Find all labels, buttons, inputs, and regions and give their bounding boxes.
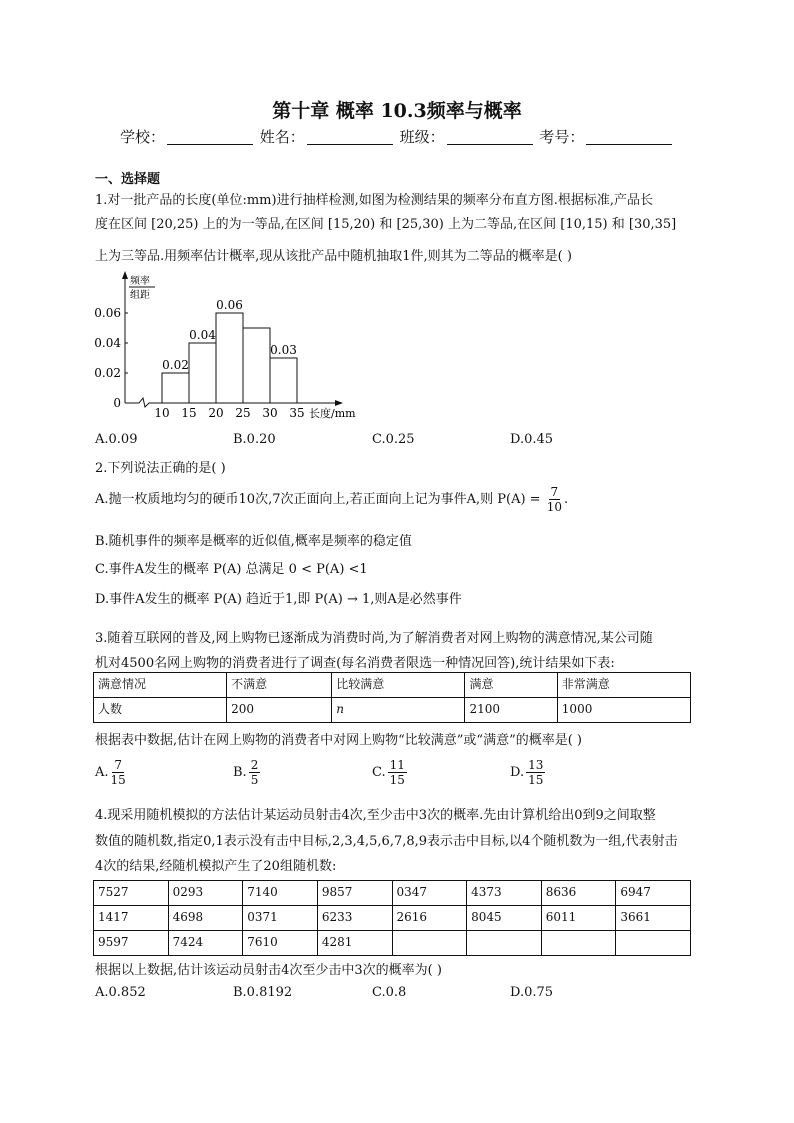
x-tick-label: 10 (154, 406, 170, 420)
random-number-table-cell (616, 931, 691, 956)
q4-option-a: A.0.852 (95, 985, 146, 1000)
histogram-bar (270, 358, 297, 403)
numerator: 7 (550, 485, 559, 499)
q2-option-d: D.事件A发生的概率 P(A) 趋近于1,即 P(A) → 1,则A是必然事件 (95, 592, 462, 607)
y-tick-label: 0 (113, 396, 121, 410)
y-label-bottom: 组距 (130, 290, 150, 301)
satisfaction-table-cell: 人数 (94, 698, 227, 723)
bar-data-label: 0.04 (189, 328, 216, 342)
satisfaction-table (93, 672, 691, 723)
q4-line-1: 4.现采用随机模拟的方法估计某运动员射击4次,至少击中3次的概率.先由计算机给出0到9之间取整 (95, 808, 656, 823)
x-axis-label: 长度/mm (309, 407, 356, 420)
section-heading: 一、选择题 (95, 172, 161, 187)
random-number-table-cell (541, 931, 616, 956)
satisfaction-table-cell: 200 (227, 698, 332, 723)
option-label: D. (510, 765, 525, 780)
x-tick-label: 30 (262, 406, 278, 420)
q3-option-b (233, 758, 262, 787)
class-blank[interactable] (447, 130, 533, 145)
school-blank[interactable] (167, 130, 253, 145)
random-number-table-cell (392, 931, 467, 956)
bar-data-label: 0.03 (270, 343, 297, 357)
random-number-table-cell: 7140 (243, 881, 318, 906)
exam-number-label: 考号： (539, 128, 585, 146)
student-info-form (120, 126, 674, 147)
q4-option-b: B.0.8192 (233, 985, 293, 1000)
denominator: 5 (250, 773, 259, 787)
random-number-table-row (94, 931, 691, 956)
fraction (249, 758, 261, 787)
satisfaction-table-cell: 满意 (465, 673, 557, 698)
random-number-table-cell: 7527 (94, 881, 169, 906)
q3-line-2: 机对4500名网上购物的消费者进行了调查(每名消费者限选一种情况回答),统计结果如下表: (95, 656, 615, 671)
fraction (388, 758, 407, 787)
q2-option-b: B.随机事件的频率是概率的近似值,概率是频率的稳定值 (95, 534, 412, 549)
q2-stem: 2.下列说法正确的是( ) (95, 461, 226, 476)
exam-number-blank[interactable] (586, 130, 672, 145)
random-number-table-cell: 8636 (541, 881, 616, 906)
random-number-table (93, 880, 691, 956)
satisfaction-table-cell: n (332, 698, 465, 723)
x-tick-label: 15 (181, 406, 197, 420)
y-tick-label: 0.04 (94, 336, 121, 350)
random-number-table-cell: 8045 (467, 906, 542, 931)
random-number-table-cell: 4698 (168, 906, 243, 931)
satisfaction-table-cell: 1000 (557, 698, 690, 723)
q4-after: 根据以上数据,估计该运动员射击4次至少击中3次的概率为( ) (95, 963, 442, 978)
random-number-table-cell: 0293 (168, 881, 243, 906)
histogram-bar (243, 328, 270, 403)
satisfaction-table-cell: 非常满意 (557, 673, 690, 698)
histogram-bar (162, 373, 189, 403)
q2-option-a-text: A.抛一枚质地均匀的硬币10次,7次正面向上,若正面向上记为事件A,则 P(A) = (95, 492, 541, 507)
option-label: C. (372, 765, 386, 780)
q3-option-d (510, 758, 547, 787)
q4-option-d: D.0.75 (510, 985, 554, 1000)
q1-line-3: 上为三等品.用频率估计概率,现从该批产品中随机抽取1件,则其为二等品的概率是( ) (95, 249, 572, 264)
numerator: 2 (250, 758, 259, 772)
numerator: 7 (114, 758, 122, 772)
random-number-table-cell: 6233 (317, 906, 392, 931)
q4-option-c: C.0.8 (372, 985, 407, 1000)
q4-line-2: 数值的随机数,指定0,1表示没有击中目标,2,3,4,5,6,7,8,9表示击中目标,以4个随机数为一组,代表射击 (95, 834, 678, 849)
random-number-table-cell (467, 931, 542, 956)
satisfaction-table-cell: 比较满意 (332, 673, 465, 698)
bar-data-label: 0.02 (162, 358, 189, 372)
numerator: 11 (389, 758, 405, 772)
satisfaction-table-row (94, 673, 691, 698)
random-number-table-cell: 7610 (243, 931, 318, 956)
satisfaction-table-row (94, 698, 691, 723)
random-number-table-cell: 0347 (392, 881, 467, 906)
q1-line-1: 1.对一批产品的长度(单位:mm)进行抽样检测,如图为检测结果的频率分布直方图.根据标准,产品长 (95, 193, 653, 208)
x-tick-label: 35 (289, 406, 305, 420)
random-number-table-cell: 4373 (467, 881, 542, 906)
bar-data-label: 0.06 (216, 298, 243, 312)
denominator: 15 (389, 773, 405, 787)
random-number-table-cell: 4281 (317, 931, 392, 956)
random-number-table-row (94, 881, 691, 906)
x-axis-arrow-icon (335, 400, 343, 406)
random-number-table-cell: 6011 (541, 906, 616, 931)
random-number-table-cell: 6947 (616, 881, 691, 906)
option-label: A. (95, 765, 109, 780)
name-label: 姓名： (259, 128, 305, 146)
y-label-top: 频率 (130, 276, 150, 287)
satisfaction-table-cell: 不满意 (227, 673, 332, 698)
q1-option-a: A.0.09 (95, 432, 138, 447)
random-number-table-cell: 9857 (317, 881, 392, 906)
x-tick-label: 20 (208, 406, 224, 420)
random-number-table-cell: 2616 (392, 906, 467, 931)
q2-option-c: C.事件A发生的概率 P(A) 总满足 0 < P(A) <1 (95, 562, 368, 577)
histogram-bar (189, 343, 216, 403)
satisfaction-table-cell: 2100 (465, 698, 557, 723)
q1-option-d: D.0.45 (510, 432, 554, 447)
random-number-table-cell: 3661 (616, 906, 691, 931)
y-axis-arrow-icon (122, 271, 128, 279)
x-tick-label: 25 (235, 406, 251, 420)
histogram-bar (216, 313, 243, 403)
denominator: 10 (546, 500, 562, 514)
q3-option-c (372, 758, 409, 787)
q2-option-a: A.抛一枚质地均匀的硬币10次,7次正面向上,若正面向上记为事件A,则 P(A) = $\frac{7}{10}$ . (95, 485, 569, 514)
satisfaction-table-cell: 满意情况 (94, 673, 227, 698)
random-number-table-cell: 1417 (94, 906, 169, 931)
q3-line-1: 3.随着互联网的普及,网上购物已逐渐成为消费时尚,为了解消费者对网上购物的满意情况,某公司随 (95, 631, 653, 646)
q1-line-2: 度在区间 [20,25) 上的为一等品,在区间 [15,20) 和 [25,30) 上为二等品,在区间 [10,15) 和 [30,35] (95, 217, 677, 232)
fraction (526, 758, 545, 787)
fraction (111, 758, 126, 787)
q1-option-c: C.0.25 (372, 432, 415, 447)
y-tick-label: 0.06 (94, 306, 121, 320)
option-label: B. (233, 765, 247, 780)
q3-option-a (95, 758, 128, 787)
random-number-table-cell: 7424 (168, 931, 243, 956)
y-tick-label: 0.02 (94, 366, 121, 380)
fraction (547, 485, 562, 514)
q1-option-b: B.0.20 (233, 432, 276, 447)
school-label: 学校： (120, 128, 166, 146)
random-number-table-row (94, 906, 691, 931)
random-number-table-cell: 9597 (94, 931, 169, 956)
denominator: 15 (528, 773, 544, 787)
histogram-chart (90, 265, 390, 425)
q3-after: 根据表中数据,估计在网上购物的消费者中对网上购物“比较满意”或“满意”的概率是( ) (95, 733, 582, 748)
class-label: 班级： (399, 128, 445, 146)
page-title: 第十章 概率 10.3频率与概率 (272, 100, 522, 122)
q4-line-3: 4次的结果,经随机模拟产生了20组随机数: (95, 859, 337, 874)
numerator: 13 (528, 758, 544, 772)
denominator: 15 (110, 773, 126, 787)
name-blank[interactable] (307, 130, 393, 145)
random-number-table-cell: 0371 (243, 906, 318, 931)
